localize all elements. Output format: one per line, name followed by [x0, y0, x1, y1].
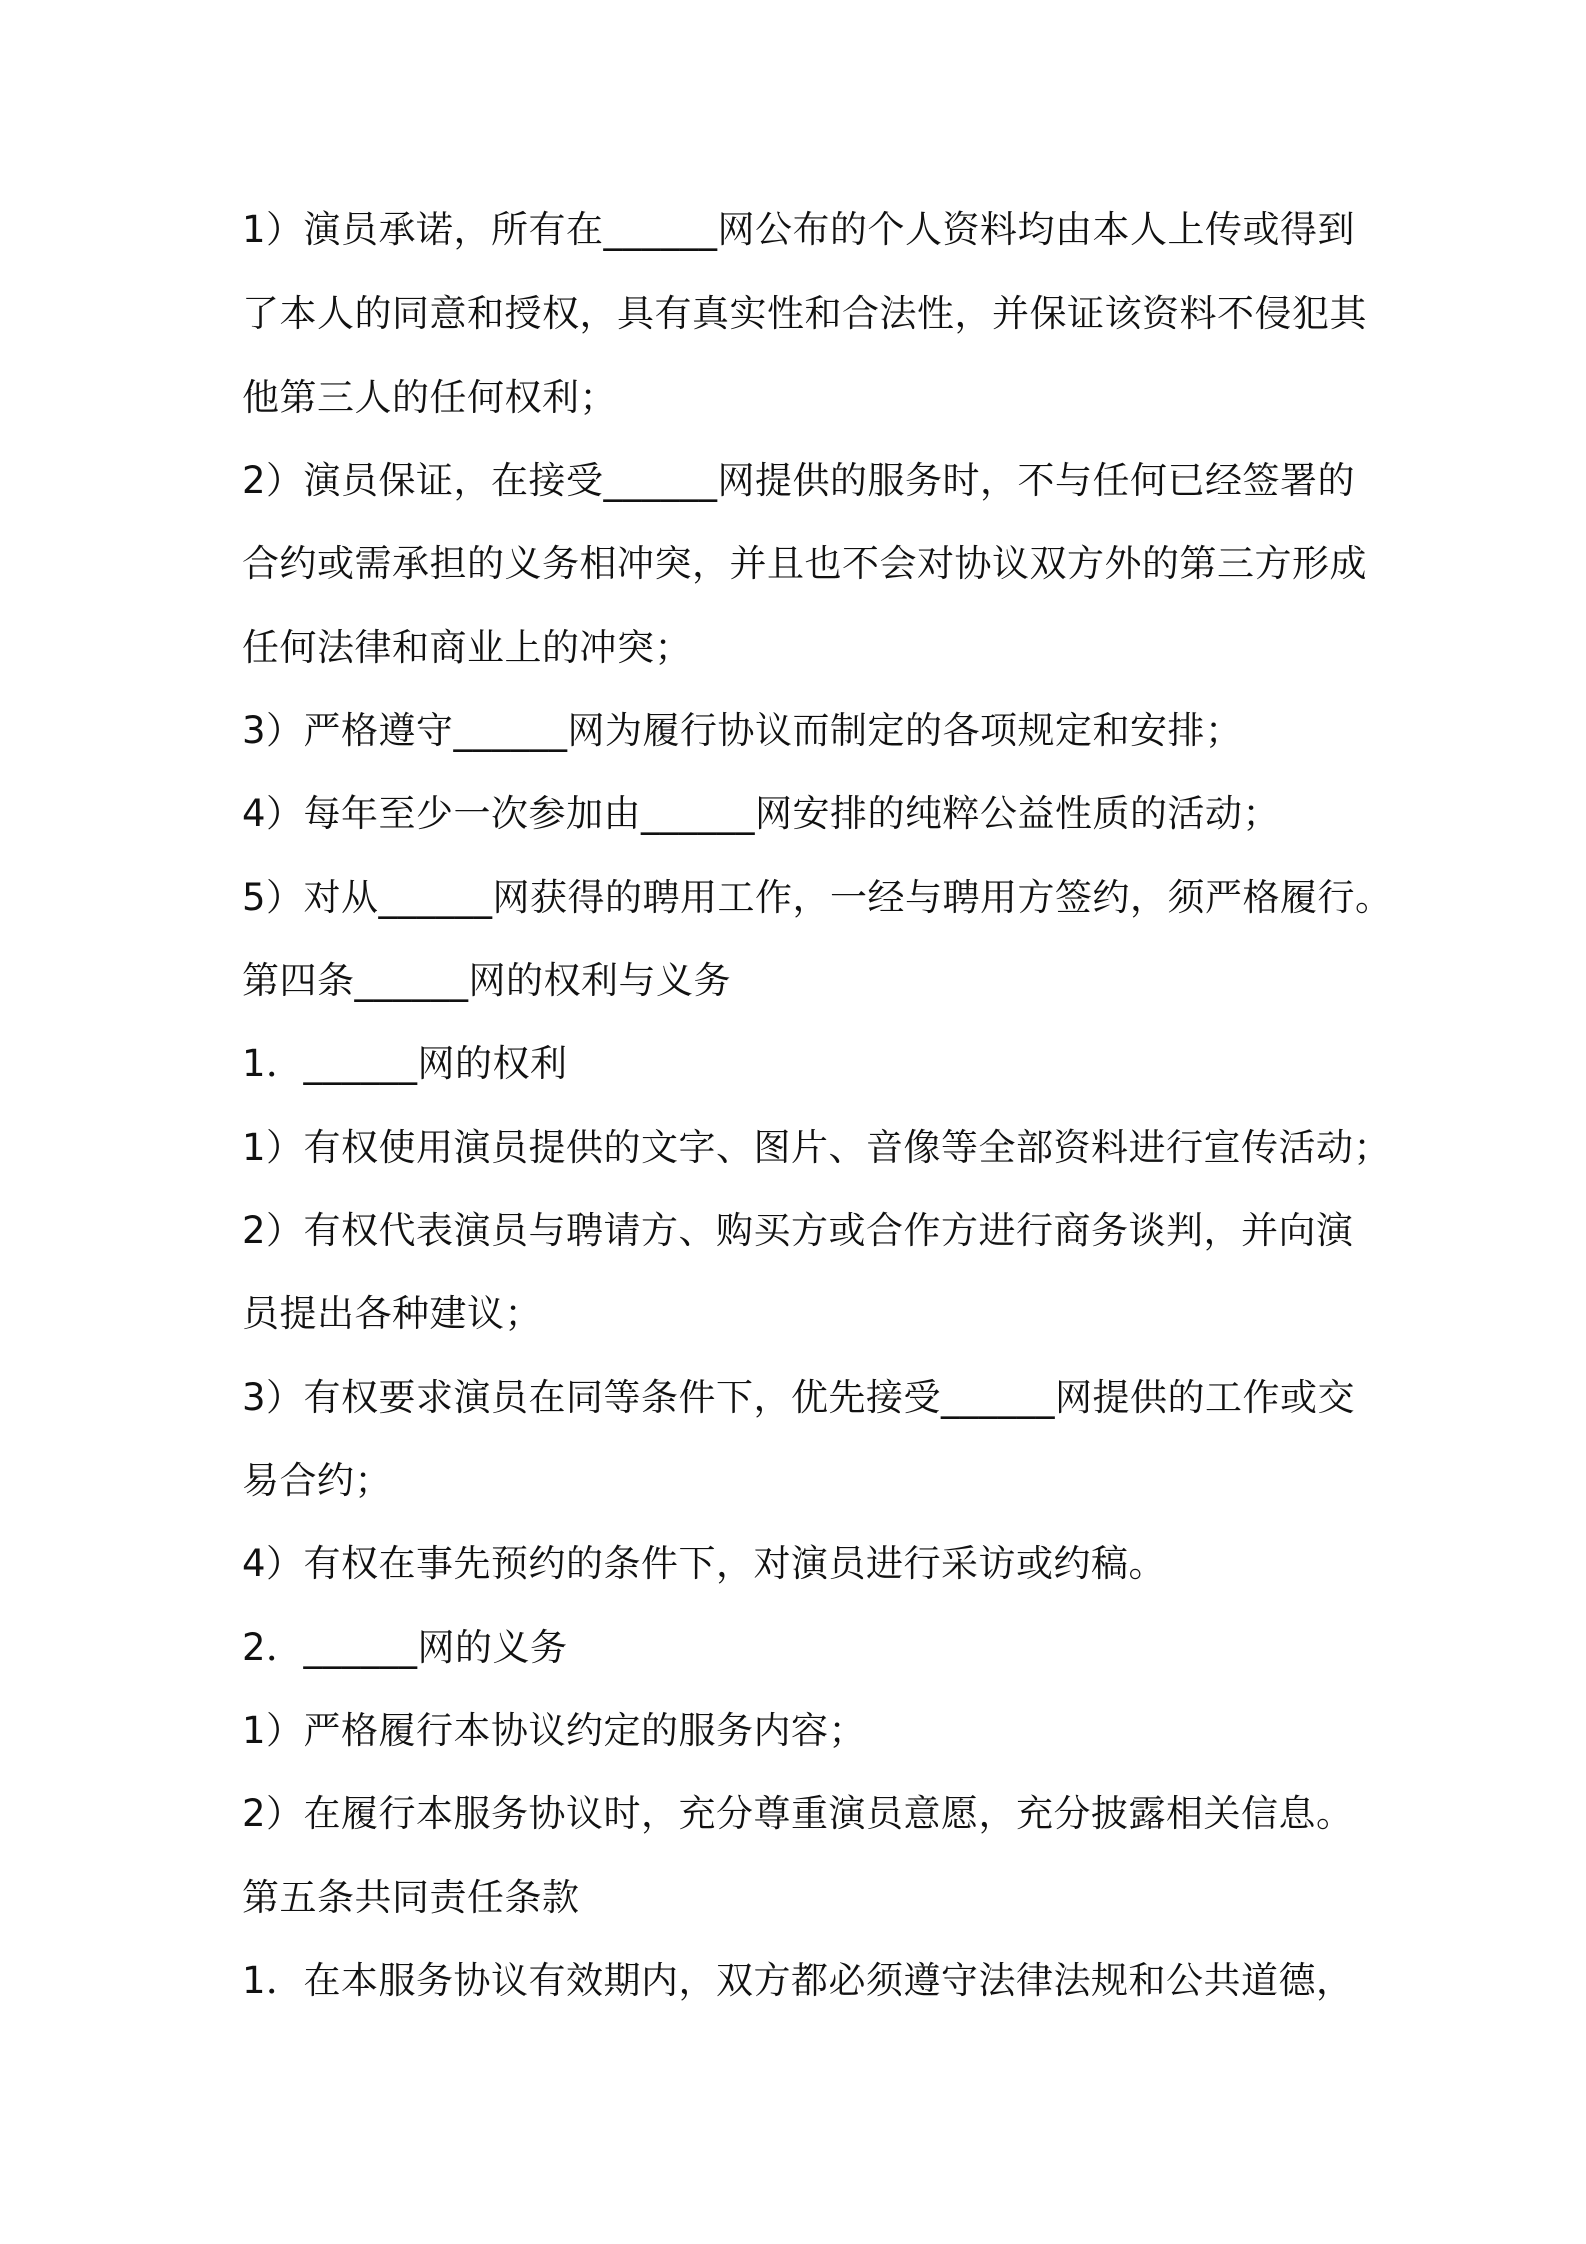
clause-line: 1）严格履行本协议约定的服务内容；: [242, 1709, 867, 1752]
clause-line: 1．在本服务协议有效期内，双方都必须遵守法律法规和公共道德，: [242, 1959, 1354, 2002]
clause-line: 3）有权要求演员在同等条件下，优先接受______网提供的工作或交: [242, 1376, 1356, 1419]
clause-line: 了本人的同意和授权，具有真实性和合法性，并保证该资料不侵犯其: [242, 292, 1367, 335]
clause-line: 1）演员承诺，所有在______网公布的个人资料均由本人上传或得到: [242, 208, 1356, 251]
clause-line: 他第三人的任何权利；: [242, 376, 617, 419]
clause-line: 2）在履行本服务协议时，充分尊重演员意愿，充分披露相关信息。: [242, 1792, 1354, 1835]
subsection-heading: 1．______网的权利: [242, 1042, 568, 1085]
clause-line: 2）演员保证，在接受______网提供的服务时，不与任何已经签署的: [242, 459, 1356, 502]
clause-line: 4）有权在事先预约的条件下，对演员进行采访或约稿。: [242, 1542, 1167, 1585]
clause-line: 任何法律和商业上的冲突；: [242, 626, 692, 669]
section-heading: 第四条______网的权利与义务: [242, 959, 731, 1002]
clause-line: 2）有权代表演员与聘请方、购买方或合作方进行商务谈判，并向演: [242, 1209, 1354, 1252]
clause-line: 员提出各种建议；: [242, 1292, 542, 1335]
clause-line: 易合约；: [242, 1459, 392, 1502]
clause-line: 1）有权使用演员提供的文字、图片、音像等全部资料进行宣传活动；: [242, 1126, 1392, 1169]
subsection-heading: 2．______网的义务: [242, 1626, 568, 1669]
clause-line: 5）对从______网获得的聘用工作，一经与聘用方签约，须严格履行。: [242, 876, 1393, 919]
clause-line: 合约或需承担的义务相冲突，并且也不会对协议双方外的第三方形成: [242, 542, 1367, 585]
section-heading: 第五条共同责任条款: [242, 1876, 580, 1919]
clause-line: 3）严格遵守______网为履行协议而制定的各项规定和安排；: [242, 709, 1243, 752]
clause-line: 4）每年至少一次参加由______网安排的纯粹公益性质的活动；: [242, 792, 1281, 835]
